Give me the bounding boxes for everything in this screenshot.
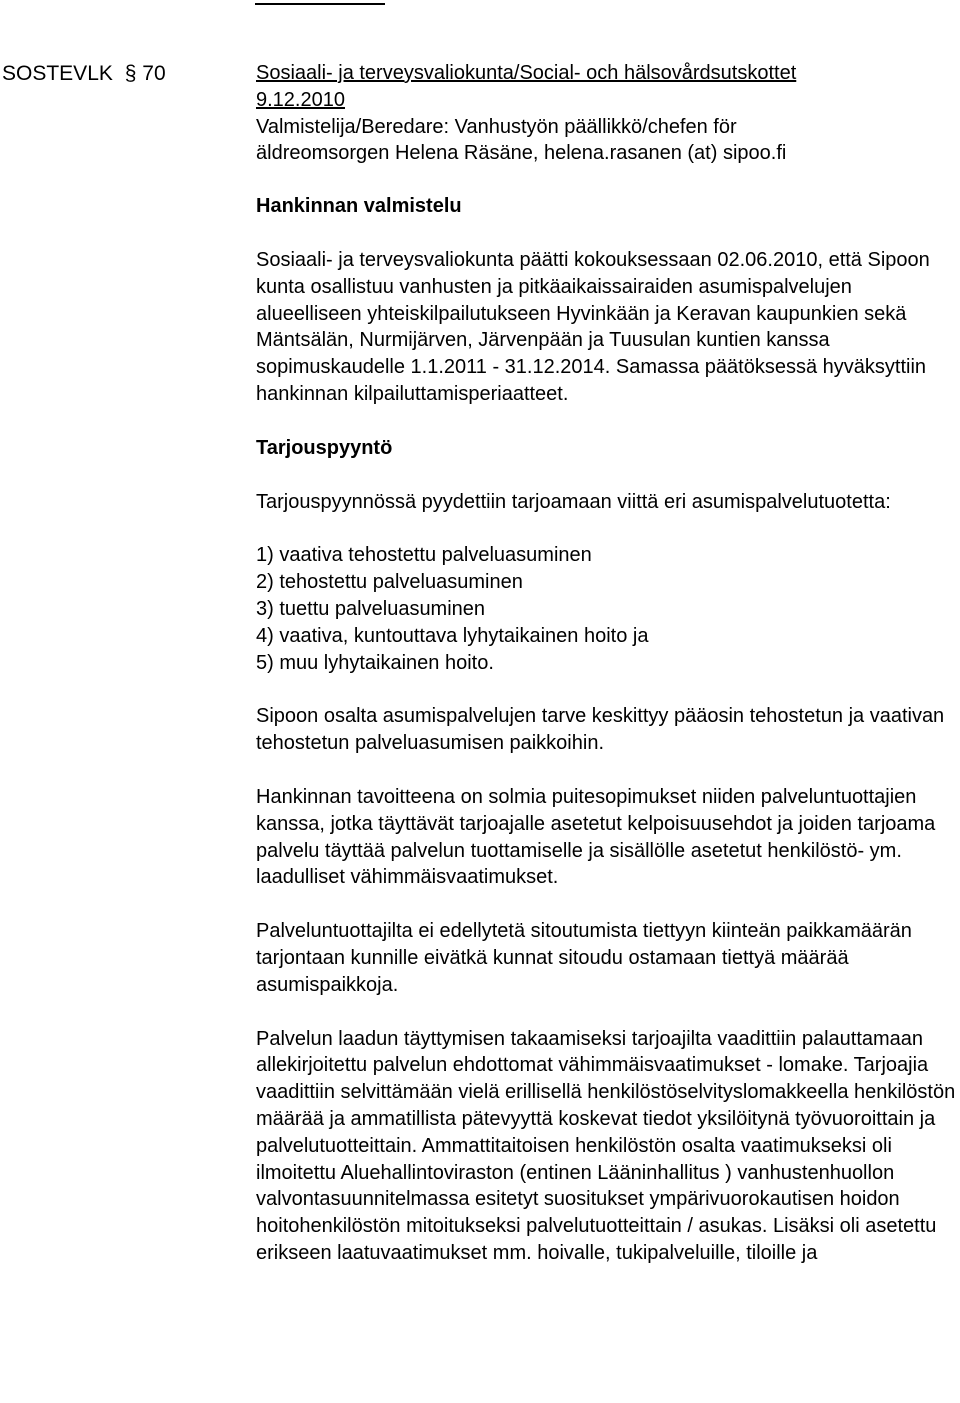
prep-paragraph: Sosiaali- ja terveysvaliokunta päätti kokouksessaan 02.06.2010, että Sipoon kunta osallistuu vanhusten ja pitkäaikaissairaiden asumispalvelujen alueelliseen yhteiskilpailutukseen Hyvinkään ja Keravan kaupunkien sekä Mäntsälän, Nurmijärven, Järvenpään ja Tuusulan kuntien kanssa sopimuskaudelle 1.1.2011 - 31.12.2014. Samassa päätöksessä hyväksyttiin hankinnan kilpailuttamisperiaatteet. xyxy=(256,248,930,405)
list-item: 2) tehostettu palveluasuminen xyxy=(256,571,523,594)
list-item: 5) muu lyhytaikainen hoito. xyxy=(256,651,494,674)
meeting-date: 9.12.2010 xyxy=(256,88,345,111)
committee-code: SOSTEVLK xyxy=(2,62,113,85)
tender-intro: Tarjouspyynnössä pyydettiin tarjoamaan viittä eri asumispalvelutuotetta: xyxy=(256,490,891,513)
tender-heading: Tarjouspyyntö xyxy=(256,436,393,459)
quality-paragraph: Palvelun laadun täyttymisen takaamiseksi tarjoajilta vaadittiin palauttamaan allekirjoitettu palvelun ehdottomat vähimmäisvaatimukset - lomake. Tarjoajia vaadittiin selvittämään vielä erillisellä henkilöstöselvityslomakkeella henkilöstön määrää ja ammatillista pätevyyttä koskevat tiedot yksilöitynä työvuoroittain ja palvelutuotteittain. Ammattitaitoisen henkilöstön osalta vaatimukseksi oli ilmoitettu Aluehallintoviraston (entinen Lääninhallitus ) vanhustenhuollon valvontasuunnitelmassa esitetyt suositukset ympärivuorokautisen hoidon hoitohenkilöstön mitoitukseksi palvelutuotteittain / asukas. Lisäksi oli asetettu erikseen laatuvaatimukset mm. hoivalle, tukipalveluille, tiloille ja xyxy=(256,1027,956,1264)
section-reference xyxy=(2,60,166,87)
section-number: 70 xyxy=(142,62,166,85)
goal-paragraph: Hankinnan tavoitteena on solmia puitesopimukset niiden palveluntuottajien kanssa, jotka täyttävät tarjoajalle asetetut kelpoisuusehdot ja joiden tarjoama palvelu täyttää palvelun tuottamiselle ja sisällölle asetetut henkilöstö- ym. laadulliset vähimmäisvaatimukset. xyxy=(256,785,936,889)
committee-name: Sosiaali- ja terveysvaliokunta/Social- och hälsovårdsutskottet xyxy=(256,62,797,84)
list-item: 1) vaativa tehostettu palveluasuminen xyxy=(256,544,592,567)
document-body xyxy=(256,60,956,1267)
product-list xyxy=(256,542,956,676)
list-item: 4) vaativa, kuntouttava lyhytaikainen hoito ja xyxy=(256,624,649,647)
list-item: 3) tuettu palveluasuminen xyxy=(256,597,486,620)
preparer-line-1: Valmistelija/Beredare: Vanhustyön päällikkö/chefen för xyxy=(256,115,737,138)
sipoo-need-paragraph: Sipoon osalta asumispalvelujen tarve keskittyy pääosin tehostetun ja vaativan tehostetun palveluasumisen paikkoihin. xyxy=(256,705,945,755)
header-rule xyxy=(255,3,385,5)
prep-heading: Hankinnan valmistelu xyxy=(256,195,462,218)
preparer-line-2: äldreomsorgen Helena Räsäne, helena.rasanen (at) sipoo.fi xyxy=(256,142,787,165)
section-symbol: § xyxy=(124,62,137,85)
commitment-paragraph: Palveluntuottajilta ei edellytetä sitoutumista tiettyyn kiinteän paikkamäärän tarjontaan kunnille eivätkä kunnat sitoudu ostamaan tiettyä määrää asumispaikkoja. xyxy=(256,920,912,996)
